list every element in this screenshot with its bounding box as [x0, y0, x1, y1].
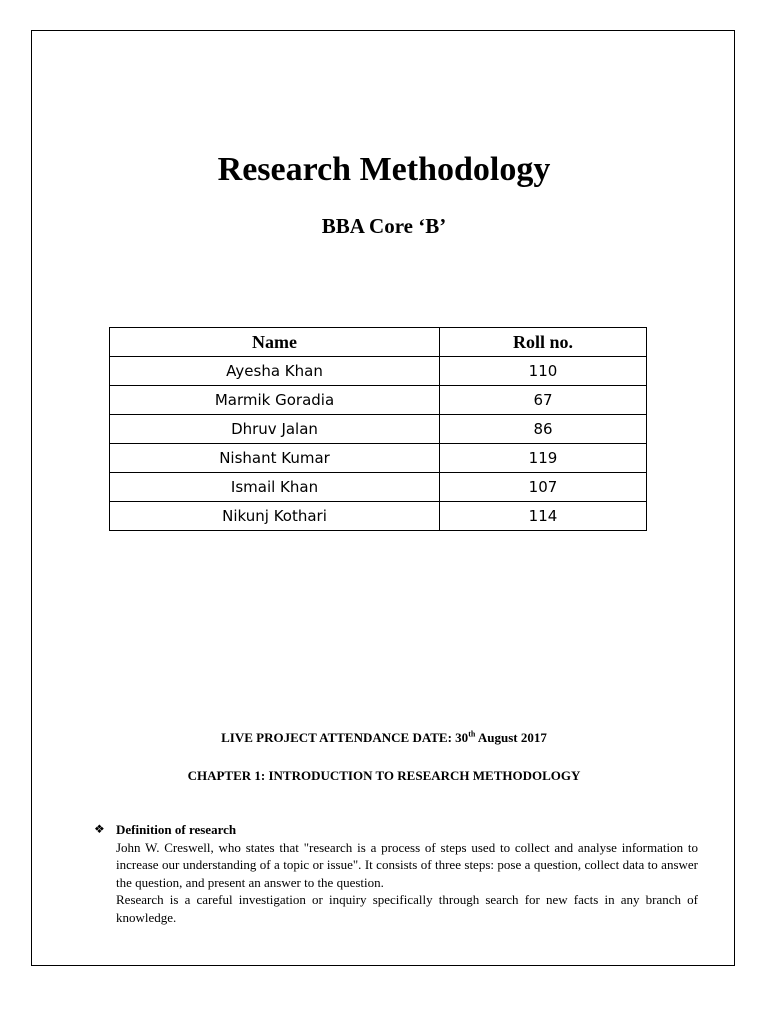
definition-heading: Definition of research [116, 822, 237, 837]
table-row [110, 502, 647, 531]
roll-number: 86 [440, 415, 647, 444]
document-subtitle: BBA Core ‘B’ [321, 214, 447, 238]
attendance-date-line [0, 729, 768, 747]
student-name: Ayesha Khan [110, 357, 440, 386]
document-title: Research Methodology [217, 151, 551, 188]
table-row [110, 386, 647, 415]
column-header-name: Name [110, 328, 440, 357]
table-row [110, 444, 647, 473]
roll-number: 110 [440, 357, 647, 386]
attendance-prefix: LIVE PROJECT ATTENDANCE DATE: 30 [221, 730, 469, 745]
definition-paragraph: Research is a careful investigation or inquiry specifically through search for new facts in any branch of knowledge. [116, 892, 698, 925]
student-name: Ismail Khan [110, 473, 440, 502]
student-roll-table [109, 327, 647, 531]
diamond-bullet-icon: ❖ [94, 822, 105, 836]
roll-number: 67 [440, 386, 647, 415]
table-row [110, 415, 647, 444]
roll-number: 114 [440, 502, 647, 531]
roll-number: 119 [440, 444, 647, 473]
chapter-heading: CHAPTER 1: INTRODUCTION TO RESEARCH METHODOLOGY [187, 768, 581, 783]
table-row [110, 473, 647, 502]
definition-paragraph: John W. Creswell, who states that "research is a process of steps used to collect and analyse information to increase our understanding of a topic or issue". It consists of three steps: pose a question, collect data to answer the question, and present an answer to the question. [116, 839, 698, 890]
student-name: Marmik Goradia [110, 386, 440, 415]
table-row [110, 357, 647, 386]
student-name: Nikunj Kothari [110, 502, 440, 531]
attendance-superscript: th [468, 729, 476, 739]
attendance-suffix: August 2017 [475, 730, 547, 745]
roll-number: 107 [440, 473, 647, 502]
column-header-roll-no: Roll no. [440, 328, 647, 357]
student-name: Nishant Kumar [110, 444, 440, 473]
student-name: Dhruv Jalan [110, 415, 440, 444]
table-header-row [110, 328, 647, 357]
definition-section [94, 821, 698, 926]
